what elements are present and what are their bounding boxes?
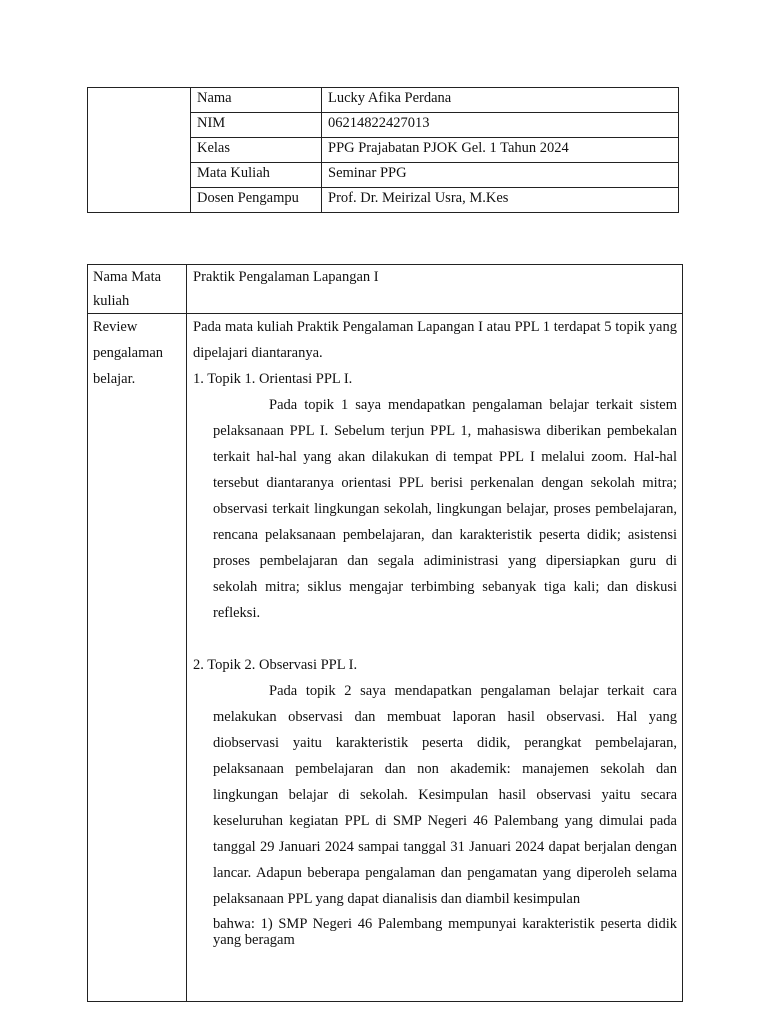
identity-value: Lucky Afika Perdana [322, 88, 679, 113]
course-name-row [88, 265, 683, 314]
identity-label: Nama [191, 88, 322, 113]
identity-value: PPG Prajabatan PJOK Gel. 1 Tahun 2024 [322, 138, 679, 163]
identity-label: Mata Kuliah [191, 163, 322, 188]
review-content [187, 314, 683, 1002]
topic-2-body: Pada topik 2 saya mendapatkan pengalaman belajar terkait cara melakukan observasi dan membuat laporan hasil observasi. Hal yang diobservasi yaitu karakteristik peserta didik, perangkat pembelajaran, pelaksanaan pembelajaran dan non akademik: manajemen sekolah dan lingkungan belajar di sekolah. Kesimpulan hasil observasi yaitu secara keseluruhan kegiatan PPL di SMP Negeri 46 Palembang yang dimulai pada tanggal 29 Januari 2024 sampai tanggal 31 Januari 2024 dapat berjalan dengan lancar. Adapun beberapa pengalaman dan pengamatan yang diperoleh selama pelaksanaan PPL yang dapat dianalisis dan diambil kesimpulan [213, 683, 677, 907]
identity-value: Seminar PPG [322, 163, 679, 188]
identity-label: Kelas [191, 138, 322, 163]
review-table [87, 264, 683, 1002]
review-label: Review pengalaman belajar. [88, 314, 187, 1002]
identity-label: NIM [191, 113, 322, 138]
course-name-label: Nama Mata kuliah [88, 265, 187, 314]
spacer [193, 626, 677, 652]
identity-table [87, 87, 679, 213]
identity-value: 06214822427013 [322, 113, 679, 138]
photo-placeholder-cell [88, 88, 191, 213]
review-row [88, 314, 683, 1002]
topic-1-heading: 1. Topik 1. Orientasi PPL I. [193, 371, 353, 387]
topic-2-continuation: bahwa: 1) SMP Negeri 46 Palembang mempunyai karakteristik peserta didik yang beragam [213, 916, 677, 948]
identity-label: Dosen Pengampu [191, 188, 322, 213]
identity-value: Prof. Dr. Meirizal Usra, M.Kes [322, 188, 679, 213]
course-name-value: Praktik Pengalaman Lapangan I [187, 265, 683, 314]
topic-2-heading: 2. Topik 2. Observasi PPL I. [193, 657, 358, 673]
identity-row-nama [88, 88, 679, 113]
topic-1-body: Pada topik 1 saya mendapatkan pengalaman belajar terkait sistem pelaksanaan PPL I. Sebelum terjun PPL 1, mahasiswa diberikan pembekalan terkait hal-hal yang akan dilakukan di tempat PPL I melalui zoom. Hal-hal tersebut diantaranya orientasi PPL berisi perkenalan dengan sekolah mitra; observasi terkait lingkungan sekolah, lingkungan belajar, proses pembelajaran, rencana pelaksanaan pembelajaran, dan karakteristik peserta didik; asistensi proses pembelajaran dan segala adiministrasi yang dipersiapkan guru di sekolah mitra; siklus mengajar terbimbing sebanyak tiga kali; dan diskusi refleksi. [213, 397, 677, 621]
review-intro: Pada mata kuliah Praktik Pengalaman Lapangan I atau PPL 1 terdapat 5 topik yang dipelajari diantaranya. [193, 319, 677, 361]
